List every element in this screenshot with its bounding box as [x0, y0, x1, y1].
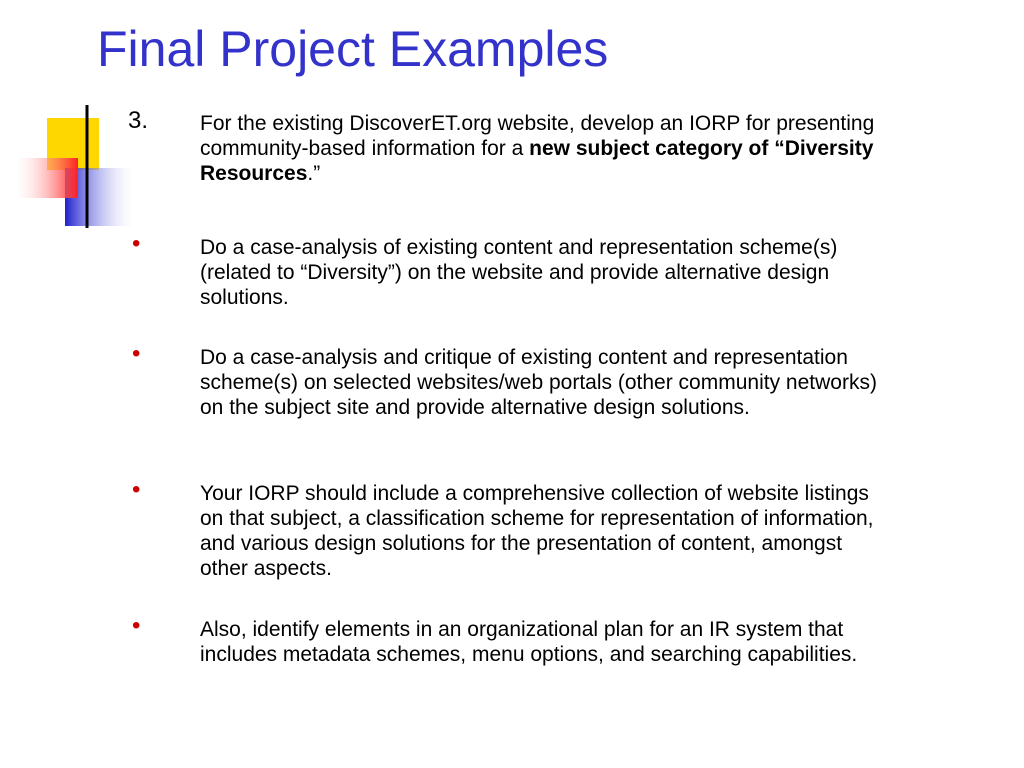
bullet-item [128, 612, 888, 667]
bullet-text: Your IORP should include a comprehensive collection of website listings on that subject, a classification scheme for representation of information, and various design solutions for the presentation of content, amongst other aspects. [200, 482, 874, 580]
item-text-part: .” [307, 162, 321, 185]
bullet-text: Do a case-analysis and critique of existing content and representation scheme(s) on selected websites/web portals (other community networks) on the subject site and provide alternative design solutions. [200, 346, 877, 419]
bullet-text: Do a case-analysis of existing content and representation scheme(s) (related to “Diversity”) on the website and provide alternative design solutions. [200, 236, 838, 309]
numbered-item [128, 107, 888, 186]
bullet-item [128, 230, 888, 310]
slide-title: Final Project Examples [97, 21, 609, 77]
bullet-marker: • [132, 340, 141, 367]
bullet-marker: • [132, 230, 141, 257]
bullet-marker: • [132, 612, 141, 639]
deco-red-square [14, 158, 78, 198]
item-text-part: For the existing DiscoverET.org website, develop an IORP for presenting community-based information for a [200, 112, 875, 160]
item-text-bold: new subject category of “Diversity Resources [200, 137, 874, 185]
bullet-text: Also, identify elements in an organizational plan for an IR system that includes metadata schemes, menu options, and searching capabilities. [200, 618, 858, 666]
bullet-item [128, 340, 888, 420]
item-number: 3. [128, 107, 149, 134]
bullet-marker: • [132, 476, 141, 503]
bullet-item [128, 476, 888, 581]
item-text [200, 111, 888, 186]
